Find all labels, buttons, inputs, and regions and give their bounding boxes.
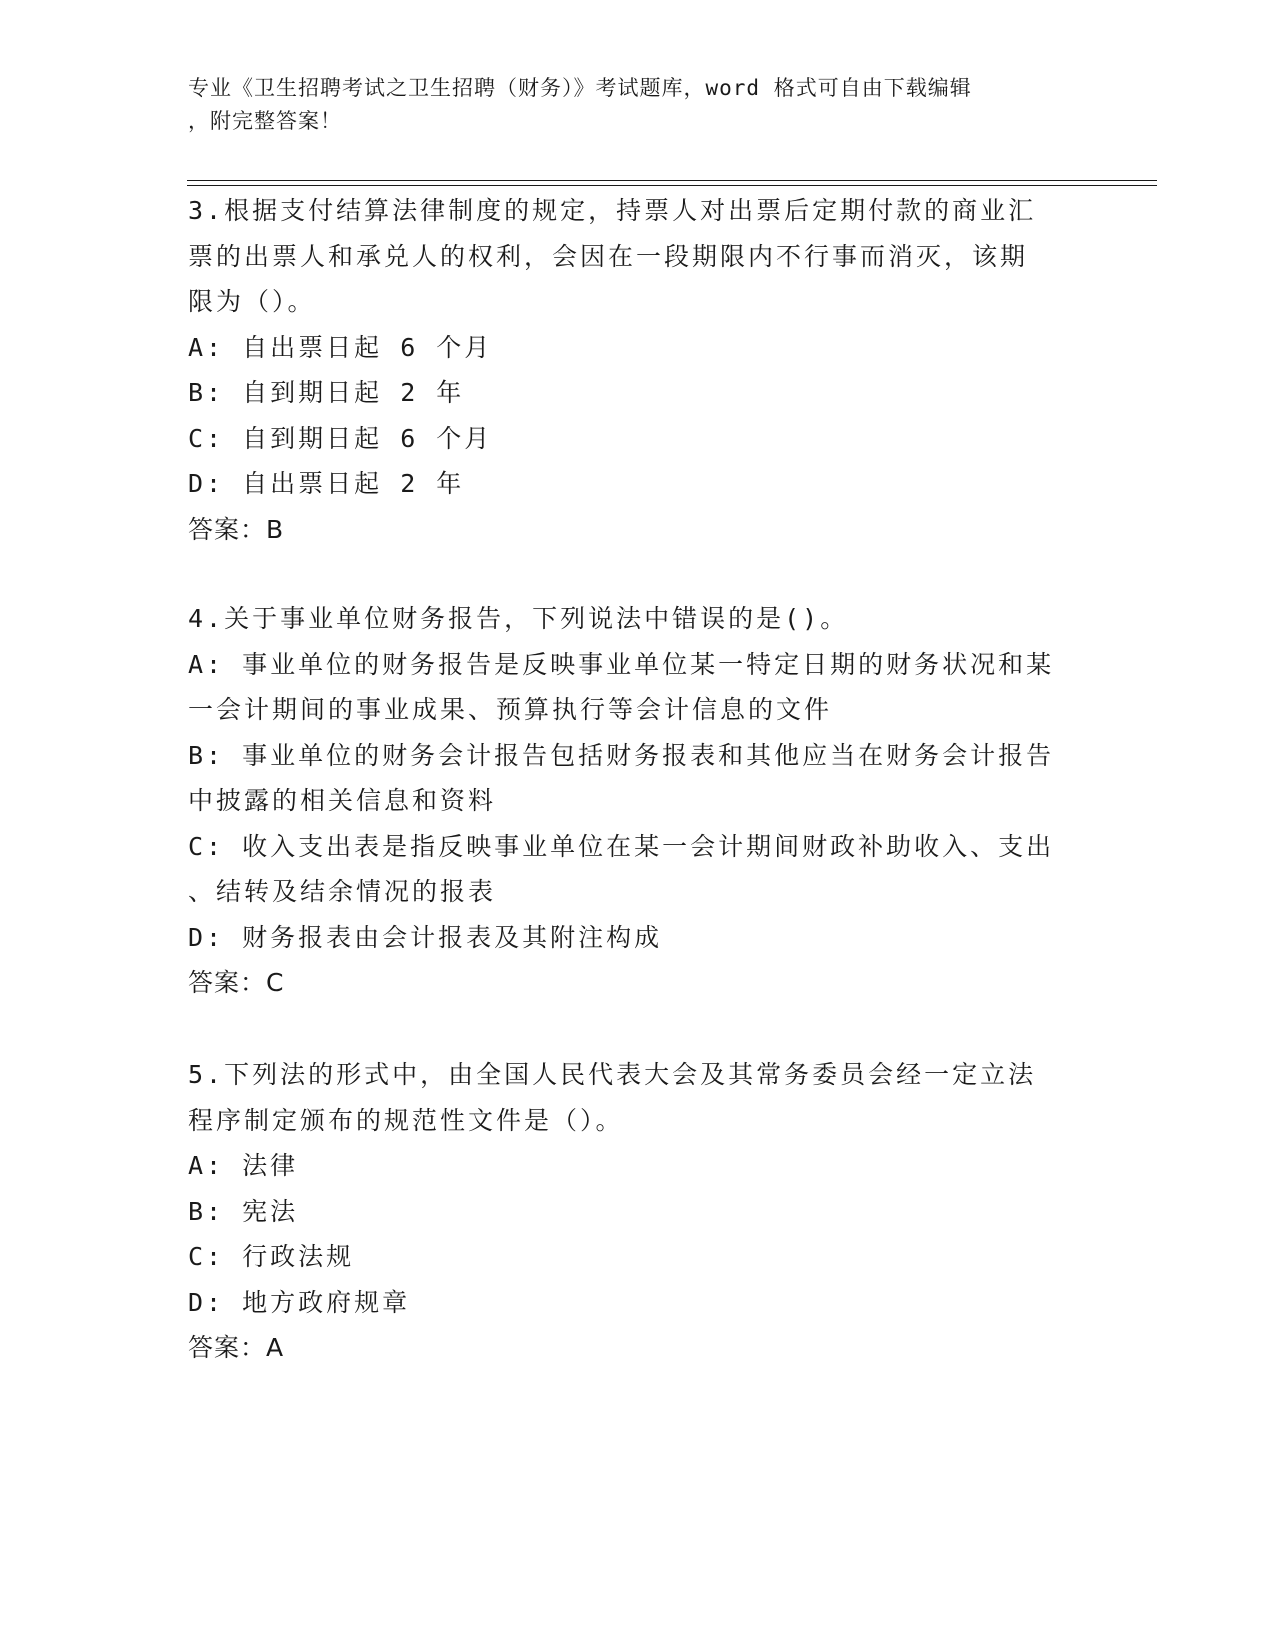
question-5 — [188, 1052, 1088, 1371]
header-divider-top — [187, 180, 1157, 181]
question-stem-line: 限为（）。 — [188, 287, 316, 316]
option-c: C: 自到期日起 6 个月 — [188, 423, 493, 453]
answer-line: 答案：A — [188, 1333, 285, 1362]
question-stem-line: 4.关于事业单位财务报告，下列说法中错误的是()。 — [188, 604, 849, 633]
header-divider-bottom — [187, 185, 1157, 186]
header-line-1: 专业《卫生招聘考试之卫生招聘（财务）》考试题库，word 格式可自由下载编辑 — [188, 76, 972, 100]
answer-line: 答案：B — [188, 514, 285, 544]
option-b-continued: 中披露的相关信息和资料 — [188, 786, 497, 815]
option-d: D: 财务报表由会计报表及其附注构成 — [188, 922, 663, 952]
question-stem-line: 3.根据支付结算法律制度的规定，持票人对出票后定期付款的商业汇 — [188, 196, 1037, 225]
option-a: A: 事业单位的财务报告是反映事业单位某一特定日期的财务状况和某 — [188, 649, 1055, 679]
option-c: C: 收入支出表是指反映事业单位在某一会计期间财政补助收入、支出 — [188, 831, 1055, 861]
option-c: C: 行政法规 — [188, 1242, 355, 1271]
question-3 — [188, 188, 1088, 552]
option-d: D: 自出票日起 2 年 — [188, 469, 465, 498]
option-a: A: 法律 — [188, 1151, 299, 1180]
header-line-2: ，附完整答案！ — [188, 109, 342, 133]
option-b: B: 自到期日起 2 年 — [188, 378, 465, 407]
option-b: B: 宪法 — [188, 1196, 299, 1226]
question-stem-line: 票的出票人和承兑人的权利，会因在一段期限内不行事而消灭，该期 — [188, 241, 1029, 271]
option-d: D: 地方政府规章 — [188, 1287, 411, 1317]
option-b: B: 事业单位的财务会计报告包括财务报表和其他应当在财务会计报告 — [188, 740, 1055, 770]
document-header — [188, 72, 1068, 138]
question-stem-line: 程序制定颁布的规范性文件是（）。 — [188, 1105, 624, 1135]
option-c-continued: 、结转及结余情况的报表 — [188, 877, 497, 906]
option-a: A: 自出票日起 6 个月 — [188, 332, 493, 362]
option-a-continued: 一会计期间的事业成果、预算执行等会计信息的文件 — [188, 695, 833, 724]
question-4 — [188, 596, 1088, 1006]
answer-line: 答案：C — [188, 968, 285, 997]
question-stem-line: 5.下列法的形式中，由全国人民代表大会及其常务委员会经一定立法 — [188, 1060, 1037, 1089]
